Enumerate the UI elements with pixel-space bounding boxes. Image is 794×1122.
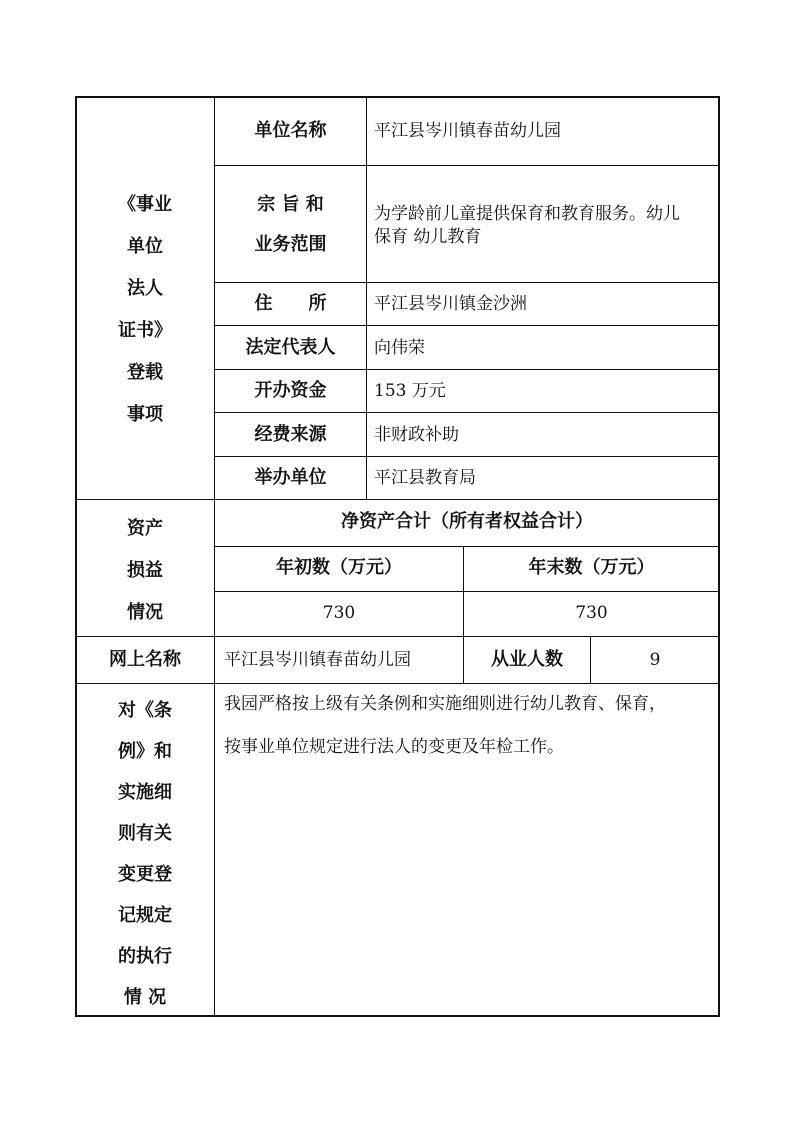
- unit-name-value: 平江县岑川镇春苗幼儿园: [374, 121, 561, 141]
- capital-label: 开办资金: [254, 380, 327, 401]
- row-divider: [214, 282, 719, 283]
- row-divider: [214, 412, 719, 413]
- section-divider: [76, 683, 719, 684]
- address-label: 住 所: [254, 293, 327, 314]
- purpose-label-line2: 业务范围: [254, 234, 327, 255]
- compliance-text-line1: 我园严格按上级有关条例和实施细则进行幼儿教育、保育，: [224, 694, 666, 714]
- column-divider: [366, 97, 367, 499]
- section-divider: [76, 499, 719, 500]
- unit-name-label: 单位名称: [254, 120, 327, 141]
- row-divider: [214, 591, 719, 592]
- online-name-value: 平江县岑川镇春苗幼儿园: [224, 650, 411, 670]
- purpose-value-line1: 为学龄前儿童提供保育和教育服务。幼儿: [374, 204, 680, 224]
- address-value: 平江县岑川镇金沙洲: [374, 294, 527, 314]
- assets-section-label: 资产 损益 情况: [127, 518, 163, 623]
- capital-value: 153 万元: [374, 381, 446, 401]
- legal-rep-label: 法定代表人: [245, 337, 336, 358]
- row-divider: [214, 369, 719, 370]
- sponsor-value: 平江县教育局: [374, 468, 476, 488]
- row-divider: [214, 456, 719, 457]
- row-divider: [214, 546, 719, 547]
- sponsor-label: 举办单位: [254, 467, 327, 488]
- begin-year-label: 年初数（万元）: [276, 557, 402, 578]
- registration-section-label: 《事业 单位 法人 证书》 登载 事项: [118, 194, 172, 425]
- purpose-label-line1: 宗 旨 和: [257, 194, 324, 215]
- funding-label: 经费来源: [254, 424, 327, 445]
- row-divider: [214, 325, 719, 326]
- compliance-text-line2: 按事业单位规定进行法人的变更及年检工作。: [224, 737, 564, 757]
- row-divider: [214, 165, 719, 166]
- end-year-value: 730: [575, 603, 608, 623]
- purpose-value-line2: 保育 幼儿教育: [374, 227, 482, 247]
- net-assets-header: 净资产合计（所有者权益合计）: [341, 511, 593, 532]
- staff-count-value: 9: [649, 650, 661, 670]
- legal-rep-value: 向伟荣: [374, 338, 425, 358]
- column-divider: [214, 97, 215, 1016]
- end-year-label: 年末数（万元）: [528, 557, 655, 578]
- begin-year-value: 730: [322, 603, 356, 623]
- funding-value: 非财政补助: [374, 425, 459, 445]
- staff-count-label: 从业人数: [491, 649, 563, 670]
- online-name-label: 网上名称: [109, 649, 181, 670]
- section-divider: [76, 636, 719, 637]
- compliance-section-label: 对《条 例》和 实施细 则有关 变更登 记规定 的执行 情 况: [118, 700, 172, 1008]
